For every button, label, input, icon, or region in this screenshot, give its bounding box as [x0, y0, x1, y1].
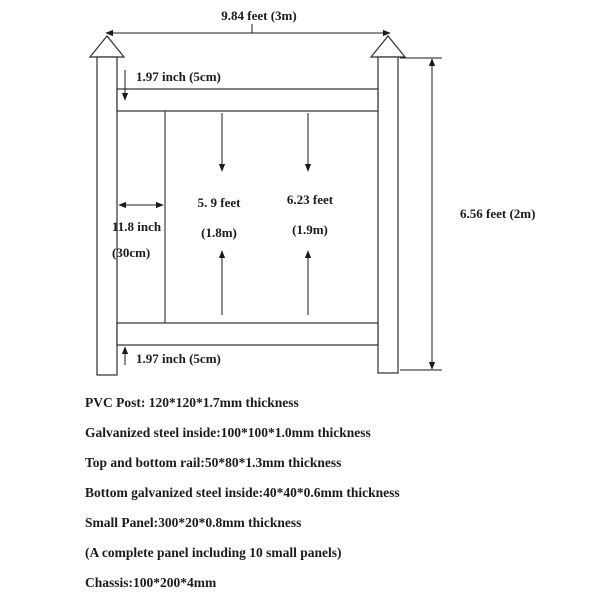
left-post-cap [90, 36, 124, 57]
panel-height-a-label-line1: 5. 9 feet [197, 195, 241, 210]
spec-top-bottom-rail: Top and bottom rail:50*80*1.3mm thickness [85, 455, 342, 470]
spec-pvc-post: PVC Post: 120*120*1.7mm thickness [85, 395, 299, 410]
bottom-rail-dimension-label: 1.97 inch (5cm) [136, 351, 221, 366]
spec-chassis: Chassis:100*200*4mm [85, 575, 217, 590]
height-dimension [400, 58, 535, 370]
spec-small-panel: Small Panel:300*20*0.8mm thickness [85, 515, 302, 530]
panel-height-b-dimension [287, 113, 334, 315]
post-offset-label-line2: (30cm) [112, 245, 151, 260]
spec-list [85, 388, 565, 598]
post-offset-dimension [112, 205, 163, 260]
right-post-body [378, 57, 398, 373]
width-dimension [106, 8, 390, 33]
spec-complete-panel-note: (A complete panel including 10 small panels) [85, 545, 342, 560]
panel-height-b-label-line2: (1.9m) [292, 222, 328, 237]
right-post-cap [371, 36, 405, 57]
width-dimension-label: 9.84 feet (3m) [221, 8, 297, 23]
height-dimension-label: 6.56 feet (2m) [460, 206, 536, 221]
panel-height-b-label-line1: 6.23 feet [286, 192, 334, 207]
panel-height-a-dimension [198, 113, 242, 315]
top-rail-dimension-label: 1.97 inch (5cm) [136, 69, 221, 84]
panel-height-a-label-line2: (1.8m) [201, 225, 237, 240]
bottom-rail [117, 323, 378, 345]
left-post-body [97, 57, 117, 375]
post-offset-label-line1: 11.8 inch [112, 219, 162, 234]
spec-galvanized-steel: Galvanized steel inside:100*100*1.0mm thickness [85, 425, 371, 440]
spec-bottom-galvanized-steel: Bottom galvanized steel inside:40*40*0.6mm thickness [85, 485, 400, 500]
bottom-rail-dimension [125, 347, 221, 366]
top-rail [117, 89, 378, 111]
